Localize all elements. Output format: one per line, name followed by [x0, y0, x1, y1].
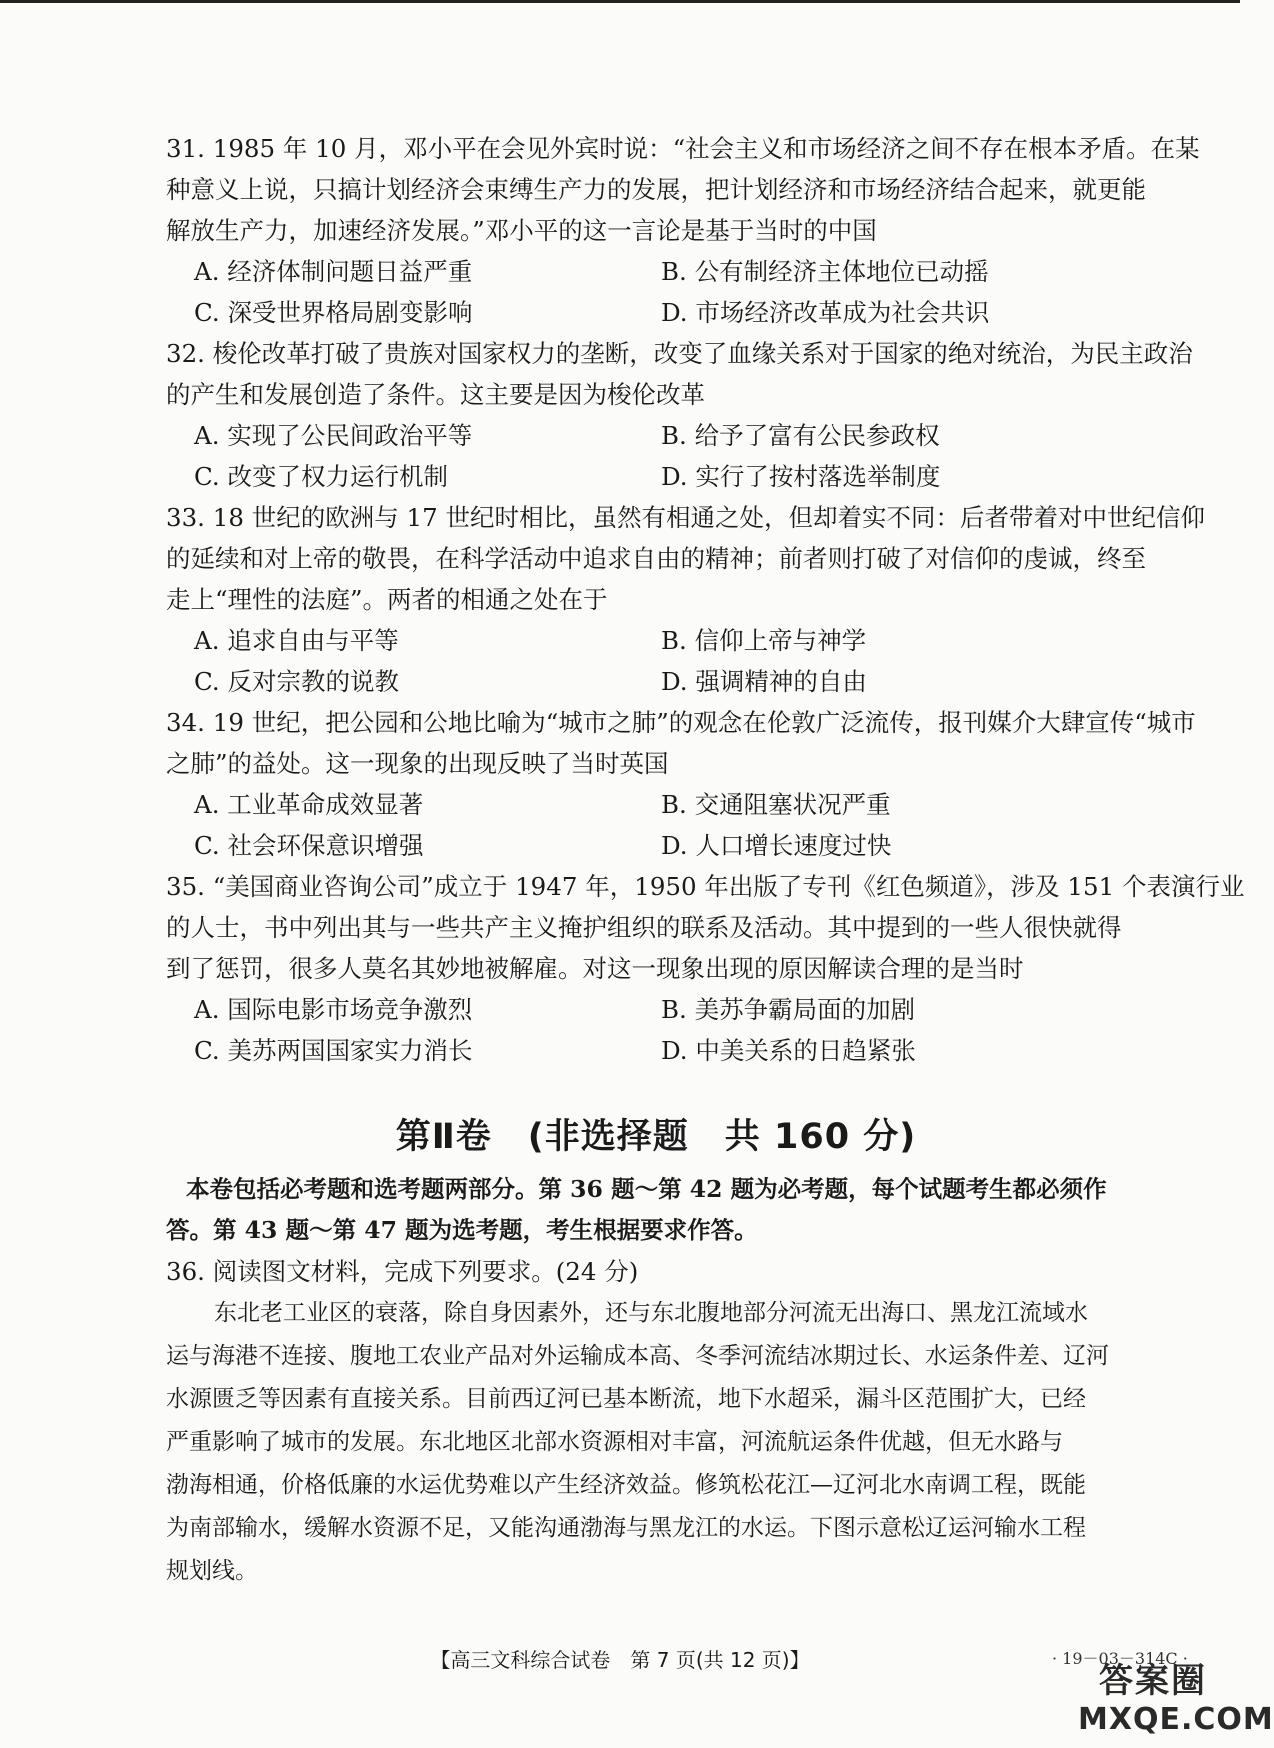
question-line: 的延续和对上帝的敬畏，在科学活动中追求自由的精神；前者则打破了对信仰的虔诚，终至	[166, 544, 1146, 573]
question-stem: 36. 阅读图文材料，完成下列要求。(24 分)	[166, 1257, 639, 1286]
option-d: D. 人口增长速度过快	[661, 831, 892, 860]
passage-line: 为南部输水，缓解水资源不足，又能沟通渤海与黑龙江的水运。下图示意松辽运河输水工程	[166, 1515, 1086, 1541]
passage-line: 严重影响了城市的发展。东北地区北部水资源相对丰富，河流航运条件优越，但无水路与	[166, 1429, 1063, 1455]
option-a: A. 工业革命成效显著	[194, 790, 424, 819]
question-line: 的产生和发展创造了条件。这主要是因为梭伦改革	[166, 380, 705, 409]
section-2-title: 第Ⅱ卷 (非选择题 共 160 分)	[395, 1117, 917, 1157]
option-row	[166, 989, 1146, 1030]
top-border-line	[0, 0, 1240, 3]
option-d: D. 强调精神的自由	[661, 667, 867, 696]
question-line: 走上“理性的法庭”。两者的相通之处在于	[166, 585, 608, 614]
question-line: 33. 18 世纪的欧洲与 17 世纪时相比，虽然有相通之处，但却着实不同：后者带着对中世纪信仰	[166, 503, 1205, 532]
option-row	[166, 825, 1146, 866]
question-line: 到了惩罚，很多人莫名其妙地被解雇。对这一现象出现的原因解读合理的是当时	[166, 954, 1024, 983]
option-d: D. 实行了按村落选举制度	[661, 462, 941, 491]
page-footer: 【高三文科综合试卷 第 7 页(共 12 页)】	[430, 1648, 810, 1672]
option-a: A. 实现了公民间政治平等	[194, 421, 473, 450]
question-36	[166, 1251, 1146, 1593]
option-b: B. 交通阻塞状况严重	[661, 790, 891, 819]
option-row	[166, 251, 1146, 292]
option-c: C. 美苏两国国家实力消长	[194, 1036, 473, 1065]
option-row	[166, 661, 1146, 702]
question-31	[166, 128, 1200, 333]
option-c: C. 深受世界格局剧变影响	[194, 298, 473, 327]
question-line: 31. 1985 年 10 月，邓小平在会见外宾时说：“社会主义和市场经济之间不存在根本矛盾。在某	[166, 134, 1200, 163]
option-c: C. 反对宗教的说教	[194, 667, 399, 696]
option-c: C. 改变了权力运行机制	[194, 462, 448, 491]
passage-line: 东北老工业区的衰落，除自身因素外，还与东北腹地部分河流无出海口、黑龙江流域水	[214, 1300, 1088, 1326]
passage-line: 水源匮乏等因素有直接关系。目前西辽河已基本断流，地下水超采，漏斗区范围扩大，已经	[166, 1386, 1086, 1412]
question-line: 35. “美国商业咨询公司”成立于 1947 年，1950 年出版了专刊《红色频道》，涉及 151 个表演行业	[166, 872, 1245, 901]
footer-code: · 19－03－314C ·	[1052, 1649, 1188, 1668]
watermark-bottom: MXQE.COM	[1078, 1702, 1274, 1737]
option-b: B. 给予了富有公民参政权	[661, 421, 940, 450]
watermark-logo	[1078, 1660, 1274, 1742]
question-32	[166, 333, 1193, 497]
question-35	[166, 866, 1245, 1071]
option-row	[166, 456, 1146, 497]
question-line: 种意义上说，只搞计划经济会束缚生产力的发展，把计划经济和市场经济结合起来，就更能	[166, 175, 1146, 204]
passage-line: 规划线。	[166, 1558, 258, 1584]
section-2-intro-line: 本卷包括必考题和选考题两部分。第 36 题～第 42 题为必考题，每个试题考生都必须作	[186, 1175, 1107, 1203]
option-d: D. 市场经济改革成为社会共识	[661, 298, 990, 327]
question-line: 32. 梭伦改革打破了贵族对国家权力的垄断，改变了血缘关系对于国家的绝对统治，为民主政治	[166, 339, 1193, 368]
option-b: B. 美苏争霸局面的加剧	[661, 995, 916, 1024]
question-line: 34. 19 世纪，把公园和公地比喻为“城市之肺”的观念在伦敦广泛流传，报刊媒介大肆宣传“城市	[166, 708, 1196, 737]
option-row	[166, 292, 1146, 333]
option-row	[166, 1030, 1146, 1071]
option-row	[166, 620, 1146, 661]
question-line: 之肺”的益处。这一现象的出现反映了当时英国	[166, 749, 669, 778]
question-34	[166, 702, 1196, 866]
question-line: 解放生产力，加速经济发展。”邓小平的这一言论是基于当时的中国	[166, 216, 877, 245]
question-line: 的人士，书中列出其与一些共产主义掩护组织的联系及活动。其中提到的一些人很快就得	[166, 913, 1122, 942]
passage-line: 渤海相通，价格低廉的水运优势难以产生经济效益。修筑松花江—辽河北水南调工程，既能	[166, 1472, 1086, 1498]
option-row	[166, 784, 1146, 825]
option-d: D. 中美关系的日趋紧张	[661, 1036, 916, 1065]
question-33	[166, 497, 1205, 702]
option-a: A. 追求自由与平等	[194, 626, 399, 655]
option-a: A. 国际电影市场竞争激烈	[194, 995, 473, 1024]
exam-page-body	[166, 128, 1245, 1593]
option-a: A. 经济体制问题日益严重	[194, 257, 473, 286]
passage-line: 运与海港不连接、腹地工农业产品对外运输成本高、冬季河流结冰期过长、水运条件差、辽河	[166, 1343, 1109, 1369]
option-b: B. 信仰上帝与神学	[661, 626, 867, 655]
section-2-intro-line: 答。第 43 题～第 47 题为选考题，考生根据要求作答。	[166, 1216, 758, 1244]
watermark-top: 答案圈	[1099, 1661, 1207, 1701]
option-row	[166, 415, 1146, 456]
option-b: B. 公有制经济主体地位已动摇	[661, 257, 989, 286]
option-c: C. 社会环保意识增强	[194, 831, 424, 860]
